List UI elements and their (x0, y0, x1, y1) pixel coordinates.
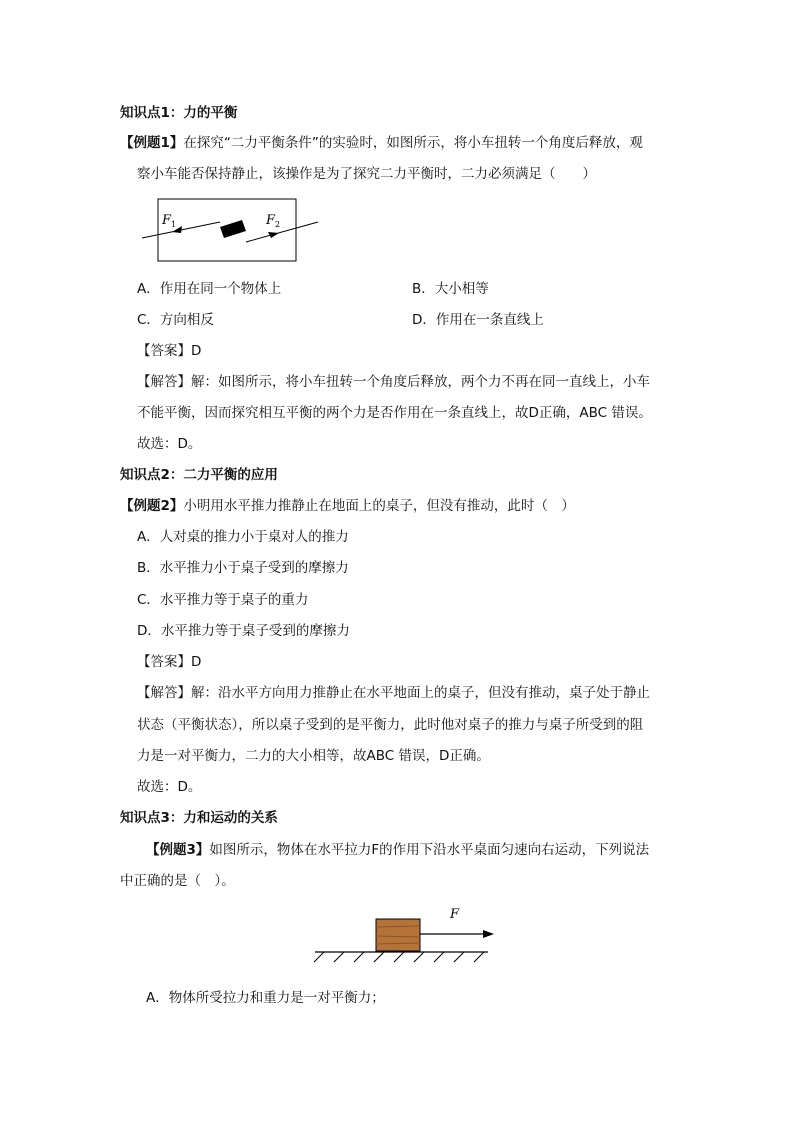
example2-answer-tag: 【答案】 (137, 654, 191, 670)
example2-answer (137, 652, 201, 672)
force-label: F (450, 907, 460, 922)
example1-explain-text-1: 解：如图所示，将小车扭转一个角度后释放，两个力不再在同一直线上，小车 (191, 374, 650, 390)
example1-stem-text-1: 在探究“二力平衡条件”的实验时，如图所示，将小车扭转一个角度后释放，观 (183, 135, 643, 151)
example2-explain-line1 (137, 683, 650, 703)
example3-option-a: A．物体所受拉力和重力是一对平衡力； (146, 990, 385, 1006)
example1-stem-line1 (120, 133, 643, 153)
cart-block (220, 220, 246, 238)
section-title-kp1: 知识点1：力的平衡 (120, 105, 238, 121)
example2-option-d: D．水平推力等于桌子受到的摩擦力 (137, 623, 350, 639)
twisted-cart-figure (140, 198, 320, 264)
example2-explain-line3: 力是一对平衡力，二力的大小相等，故ABC 错误，D正确。 (137, 748, 490, 764)
example1-explain-tag: 【解答】 (137, 374, 191, 390)
section-title-kp3: 知识点3：力和运动的关系 (120, 810, 278, 826)
example2-explain-text-1: 解：沿水平方向用力推静止在水平地面上的桌子，但没有推动，桌子处于静止 (191, 685, 650, 701)
wooden-block (376, 919, 420, 951)
block-on-table-figure (310, 900, 500, 968)
example3-tag: 【例题3】 (146, 842, 210, 858)
example1-answer (137, 341, 201, 361)
example1-option-b: B．大小相等 (412, 281, 489, 297)
example1-conclusion: 故选：D。 (137, 436, 202, 452)
example2-option-c: C．水平推力等于桌子的重力 (137, 592, 309, 608)
example3-stem-line1 (146, 840, 649, 860)
example1-option-a: A．作用在同一个物体上 (137, 281, 282, 297)
label-f2: $F_2$ (266, 213, 281, 229)
ground-hatching (314, 952, 484, 962)
example2-tag: 【例题2】 (120, 498, 184, 514)
example1-option-c: C．方向相反 (137, 312, 214, 328)
example2-option-b: B．水平推力小于桌子受到的摩擦力 (137, 560, 349, 576)
section-title-kp2: 知识点2：二力平衡的应用 (120, 467, 278, 483)
force-line-f2 (246, 222, 318, 242)
example1-explain-line1 (137, 372, 650, 392)
example3-stem-text-1: 如图所示，物体在水平拉力F的作用下沿水平桌面匀速向右运动，下列说法 (209, 842, 650, 858)
example2-conclusion: 故选：D。 (137, 779, 202, 795)
example1-answer-tag: 【答案】 (137, 343, 191, 359)
force-arrowhead (483, 930, 494, 938)
example2-option-a: A．人对桌的推力小于桌对人的推力 (137, 529, 349, 545)
example1-option-d: D．作用在一条直线上 (412, 312, 544, 328)
example2-explain-line2: 状态（平衡状态），所以桌子受到的是平衡力，此时他对桌子的推力与桌子所受到的阻 (137, 717, 644, 733)
example2-explain-tag: 【解答】 (137, 685, 191, 701)
example1-explain-line2: 不能平衡，因而探究相互平衡的两个力是否作用在一条直线上，故D正确，ABC 错误。 (137, 405, 652, 421)
example2-stem-text: 小明用水平推力推静止在地面上的桌子，但没有推动，此时（ ） (183, 498, 575, 514)
arrowhead-f2 (268, 232, 279, 238)
label-f1: $F_1$ (162, 213, 177, 229)
example1-answer-value: D (191, 343, 202, 359)
example2-answer-value: D (191, 654, 202, 670)
example3-stem-line2: 中正确的是（ ）。 (120, 873, 235, 889)
example1-tag: 【例题1】 (120, 135, 184, 151)
example2-stem (120, 496, 575, 516)
example1-stem-line2: 察小车能否保持静止，该操作是为了探究二力平衡时，二力必须满足（ ） (137, 166, 596, 182)
